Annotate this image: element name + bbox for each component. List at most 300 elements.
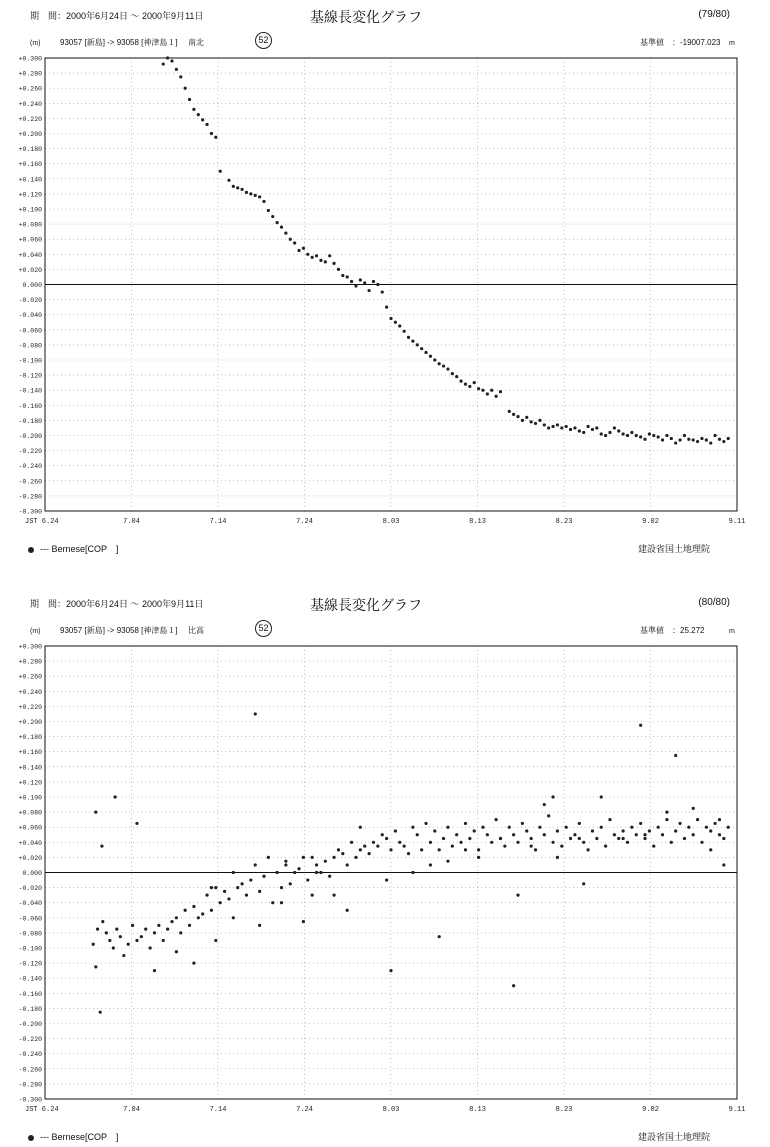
data-point: [459, 841, 462, 844]
x-tick-label: 7.04: [123, 1106, 140, 1114]
circled-number: 52: [255, 32, 272, 49]
data-point: [219, 170, 222, 173]
data-point: [188, 98, 191, 101]
x-tick-label: 8.23: [555, 1106, 573, 1114]
data-point: [144, 928, 147, 931]
data-point: [328, 254, 331, 257]
data-point: [490, 841, 493, 844]
data-point: [477, 387, 480, 390]
data-point: [407, 336, 410, 339]
y-tick-label: +0.140: [18, 176, 42, 184]
data-point: [692, 438, 695, 441]
data-point: [547, 426, 550, 429]
data-point: [236, 186, 239, 189]
data-point: [240, 882, 243, 885]
data-point: [433, 829, 436, 832]
y-tick-label: 0.000: [22, 282, 42, 289]
data-point: [157, 924, 160, 927]
component-label: 南北: [188, 38, 204, 47]
data-point: [398, 841, 401, 844]
data-point: [411, 340, 414, 343]
data-point: [403, 330, 406, 333]
data-point: [359, 826, 362, 829]
data-point: [630, 826, 633, 829]
data-point: [258, 924, 261, 927]
data-point: [674, 441, 677, 444]
data-point: [705, 826, 708, 829]
y-tick-label: -0.300: [18, 508, 42, 516]
data-point: [332, 262, 335, 265]
station-label: 93057 [新島] -> 93058 [神津島１]: [60, 38, 178, 47]
data-point: [674, 829, 677, 832]
data-point: [319, 871, 322, 874]
page-number: (80/80): [698, 597, 730, 608]
data-point: [96, 928, 99, 931]
data-point: [289, 882, 292, 885]
data-point: [586, 425, 589, 428]
data-point: [495, 395, 498, 398]
y-tick-label: +0.120: [18, 779, 42, 787]
reference-unit: m: [729, 40, 735, 47]
data-point: [179, 75, 182, 78]
page-number: (79/80): [698, 9, 730, 20]
data-point: [280, 901, 283, 904]
data-point: [262, 200, 265, 203]
data-point: [297, 249, 300, 252]
data-point: [670, 437, 673, 440]
y-tick-label: +0.300: [18, 55, 42, 63]
data-point: [622, 829, 625, 832]
data-point: [297, 867, 300, 870]
y-tick-label: -0.080: [18, 930, 42, 938]
chart-title: 基線長変化グラフ: [310, 597, 422, 613]
data-point: [468, 385, 471, 388]
data-point: [442, 837, 445, 840]
data-point: [127, 943, 130, 946]
y-tick-label: -0.280: [18, 493, 42, 501]
data-point: [600, 795, 603, 798]
data-point: [696, 440, 699, 443]
data-point: [727, 437, 730, 440]
data-point: [240, 188, 243, 191]
period-label: 期 間：2000年6月24日 ～ 2000年9月11日: [30, 11, 204, 21]
data-point: [661, 833, 664, 836]
organization-label: 建設省国土地理院: [638, 1132, 711, 1142]
data-point: [354, 284, 357, 287]
chart-title: 基線長変化グラフ: [310, 9, 422, 25]
data-point: [499, 837, 502, 840]
y-tick-label: -0.200: [18, 433, 42, 440]
data-point: [604, 434, 607, 437]
data-point: [306, 253, 309, 256]
y-tick-label: +0.180: [18, 146, 42, 154]
data-point: [722, 440, 725, 443]
data-point: [214, 886, 217, 889]
x-tick-label: 7.14: [209, 518, 227, 526]
x-tick-label: 9.02: [642, 518, 659, 526]
data-point: [578, 822, 581, 825]
data-point: [622, 432, 625, 435]
data-point: [276, 221, 279, 224]
data-point: [516, 841, 519, 844]
y-tick-label: +0.020: [18, 266, 42, 274]
data-point: [232, 916, 235, 919]
data-point: [346, 275, 349, 278]
legend: [28, 1133, 118, 1142]
data-point: [521, 419, 524, 422]
data-point: [389, 317, 392, 320]
legend: [28, 545, 118, 554]
data-point: [604, 844, 607, 847]
data-point: [108, 939, 111, 942]
data-point: [416, 343, 419, 346]
data-point: [153, 969, 156, 972]
data-point: [433, 358, 436, 361]
data-point: [700, 841, 703, 844]
x-tick-label: 7.04: [123, 518, 140, 526]
data-point: [162, 939, 165, 942]
data-point: [324, 860, 327, 863]
data-point: [429, 841, 432, 844]
data-point: [332, 894, 335, 897]
data-point: [551, 425, 554, 428]
legend-marker: [28, 547, 34, 553]
data-point: [446, 860, 449, 863]
y-tick-label: +0.220: [18, 115, 42, 123]
data-point: [424, 822, 427, 825]
data-point: [376, 283, 379, 286]
data-point: [311, 856, 314, 859]
y-tick-label: +0.080: [18, 221, 42, 229]
data-point: [446, 826, 449, 829]
data-point: [258, 890, 261, 893]
x-tick-label: 8.03: [382, 518, 400, 526]
data-point: [311, 256, 314, 259]
data-point: [249, 192, 252, 195]
data-point: [700, 437, 703, 440]
legend-label: --- Bernese[COP ]: [40, 1132, 119, 1142]
data-point: [578, 837, 581, 840]
data-point: [657, 435, 660, 438]
y-tick-label: -0.060: [18, 327, 42, 335]
data-point: [630, 431, 633, 434]
data-point: [481, 389, 484, 392]
data-point: [170, 920, 173, 923]
data-point: [289, 238, 292, 241]
data-point: [709, 441, 712, 444]
data-point: [512, 984, 515, 987]
legend-marker: [28, 1135, 34, 1141]
x-tick-label: 8.03: [382, 1106, 400, 1114]
data-point: [560, 844, 563, 847]
data-point: [227, 179, 230, 182]
data-point: [381, 290, 384, 293]
y-tick-label: -0.100: [18, 357, 42, 365]
data-point: [652, 434, 655, 437]
data-point: [521, 822, 524, 825]
y-tick-label: -0.140: [18, 975, 42, 983]
data-point: [403, 844, 406, 847]
data-point: [714, 434, 717, 437]
y-tick-label: -0.120: [18, 960, 42, 968]
period-label: 期 間：2000年6月24日 ～ 2000年9月11日: [30, 599, 204, 609]
data-point: [473, 381, 476, 384]
x-tick-label: 9.02: [642, 1106, 659, 1114]
data-point: [569, 428, 572, 431]
data-point: [582, 431, 585, 434]
data-point: [481, 826, 484, 829]
y-tick-label: -0.100: [18, 945, 42, 953]
data-point: [284, 860, 287, 863]
data-point: [302, 856, 305, 859]
y-tick-label: +0.120: [18, 191, 42, 199]
data-point: [214, 136, 217, 139]
data-point: [451, 372, 454, 375]
data-point: [525, 829, 528, 832]
data-point: [363, 844, 366, 847]
data-point: [635, 833, 638, 836]
data-point: [94, 811, 97, 814]
data-point: [648, 829, 651, 832]
y-tick-label: -0.060: [18, 915, 42, 923]
data-point: [271, 901, 274, 904]
data-point: [201, 912, 204, 915]
data-point: [486, 833, 489, 836]
data-point: [284, 863, 287, 866]
y-tick-label: -0.180: [18, 1005, 42, 1013]
data-point: [543, 423, 546, 426]
data-point: [337, 848, 340, 851]
data-point: [385, 837, 388, 840]
data-point: [420, 347, 423, 350]
data-point: [210, 132, 213, 135]
data-point: [543, 803, 546, 806]
y-tick-label: +0.300: [18, 643, 42, 651]
data-point: [551, 795, 554, 798]
data-point: [477, 848, 480, 851]
data-point: [214, 939, 217, 942]
data-point: [687, 438, 690, 441]
data-point: [512, 833, 515, 836]
data-point: [341, 274, 344, 277]
y-tick-label: -0.300: [18, 1096, 42, 1104]
data-point: [477, 856, 480, 859]
x-tick-label: 7.24: [296, 1106, 313, 1114]
y-tick-label: -0.120: [18, 372, 42, 380]
data-point: [643, 837, 646, 840]
data-point: [657, 826, 660, 829]
data-point: [678, 438, 681, 441]
data-point: [197, 113, 200, 116]
data-point: [280, 226, 283, 229]
data-point: [293, 871, 296, 874]
y-tick-label: +0.260: [18, 673, 42, 681]
data-point: [276, 871, 279, 874]
data-point: [385, 306, 388, 309]
data-point: [302, 920, 305, 923]
data-point: [683, 837, 686, 840]
scatter-plot: [0, 48, 770, 538]
data-point: [438, 362, 441, 365]
x-tick-label: 9.11: [728, 1106, 746, 1114]
reference-unit: m: [729, 628, 735, 635]
data-point: [319, 259, 322, 262]
data-point: [643, 438, 646, 441]
data-point: [140, 935, 143, 938]
x-tick-label: 7.14: [209, 1106, 227, 1114]
data-point: [538, 419, 541, 422]
data-point: [372, 841, 375, 844]
x-tick-label: 9.11: [728, 518, 746, 526]
data-point: [722, 863, 725, 866]
data-point: [530, 420, 533, 423]
data-point: [170, 59, 173, 62]
data-point: [508, 826, 511, 829]
data-point: [306, 878, 309, 881]
y-tick-label: -0.040: [18, 900, 42, 908]
reference-value: 基準値 ：25.272: [640, 626, 705, 635]
data-point: [499, 390, 502, 393]
data-point: [565, 425, 568, 428]
data-point: [534, 848, 537, 851]
y-tick-label: +0.240: [18, 688, 42, 696]
data-point: [569, 837, 572, 840]
data-point: [565, 826, 568, 829]
data-point: [346, 863, 349, 866]
data-point: [293, 241, 296, 244]
data-point: [455, 833, 458, 836]
data-point: [227, 897, 230, 900]
data-point: [368, 289, 371, 292]
data-point: [267, 209, 270, 212]
data-point: [486, 392, 489, 395]
data-point: [674, 754, 677, 757]
data-point: [372, 280, 375, 283]
data-point: [184, 909, 187, 912]
y-tick-label: +0.060: [18, 236, 42, 244]
unit-label: (m): [30, 40, 41, 47]
data-point: [429, 355, 432, 358]
y-tick-label: 0.000: [22, 870, 42, 877]
y-tick-label: -0.260: [18, 1066, 42, 1074]
x-tick-label: JST 6.24: [25, 518, 59, 526]
data-point: [424, 351, 427, 354]
y-tick-label: -0.020: [18, 885, 42, 893]
data-point: [175, 916, 178, 919]
data-point: [687, 826, 690, 829]
data-point: [210, 909, 213, 912]
data-point: [254, 863, 257, 866]
x-tick-label: JST 6.24: [25, 1106, 59, 1114]
data-point: [284, 232, 287, 235]
data-point: [508, 410, 511, 413]
data-point: [166, 928, 169, 931]
data-point: [192, 962, 195, 965]
data-point: [245, 894, 248, 897]
y-tick-label: -0.220: [18, 448, 42, 456]
data-point: [595, 426, 598, 429]
data-point: [643, 833, 646, 836]
data-point: [516, 415, 519, 418]
data-point: [115, 928, 118, 931]
y-tick-label: +0.080: [18, 809, 42, 817]
data-point: [337, 268, 340, 271]
data-point: [197, 916, 200, 919]
data-point: [119, 935, 122, 938]
y-tick-label: +0.100: [18, 794, 42, 802]
data-point: [271, 215, 274, 218]
data-point: [626, 841, 629, 844]
data-point: [385, 878, 388, 881]
data-point: [105, 931, 108, 934]
data-point: [665, 818, 668, 821]
data-point: [122, 954, 125, 957]
data-point: [560, 426, 563, 429]
data-point: [652, 844, 655, 847]
y-tick-label: +0.040: [18, 839, 42, 847]
data-point: [341, 852, 344, 855]
data-point: [411, 826, 414, 829]
data-point: [683, 434, 686, 437]
data-point: [464, 383, 467, 386]
data-point: [162, 62, 165, 65]
data-point: [591, 829, 594, 832]
data-point: [113, 795, 116, 798]
x-tick-label: 7.24: [296, 518, 313, 526]
data-point: [547, 814, 550, 817]
data-point: [315, 871, 318, 874]
data-point: [332, 856, 335, 859]
data-point: [586, 848, 589, 851]
data-point: [346, 909, 349, 912]
data-point: [175, 950, 178, 953]
x-tick-label: 8.13: [469, 518, 486, 526]
data-point: [639, 724, 642, 727]
data-point: [205, 894, 208, 897]
data-point: [464, 848, 467, 851]
data-point: [617, 837, 620, 840]
y-tick-label: +0.020: [18, 854, 42, 862]
data-point: [394, 829, 397, 832]
data-point: [411, 871, 414, 874]
data-point: [670, 841, 673, 844]
y-tick-label: +0.240: [18, 100, 42, 108]
data-point: [262, 875, 265, 878]
organization-label: 建設省国土地理院: [638, 544, 711, 554]
y-tick-label: -0.180: [18, 417, 42, 425]
data-point: [503, 844, 506, 847]
data-point: [359, 848, 362, 851]
data-point: [258, 195, 261, 198]
x-tick-label: 8.13: [469, 1106, 486, 1114]
data-point: [455, 375, 458, 378]
data-point: [516, 894, 519, 897]
component-label: 比高: [188, 626, 204, 635]
data-point: [328, 875, 331, 878]
y-tick-label: -0.020: [18, 297, 42, 305]
data-point: [359, 278, 362, 281]
scatter-plot: [0, 636, 770, 1126]
y-tick-label: -0.280: [18, 1081, 42, 1089]
y-tick-label: -0.260: [18, 478, 42, 486]
data-point: [280, 886, 283, 889]
y-tick-label: +0.260: [18, 85, 42, 93]
data-point: [416, 833, 419, 836]
data-point: [608, 431, 611, 434]
data-point: [236, 886, 239, 889]
data-point: [389, 848, 392, 851]
data-point: [556, 829, 559, 832]
